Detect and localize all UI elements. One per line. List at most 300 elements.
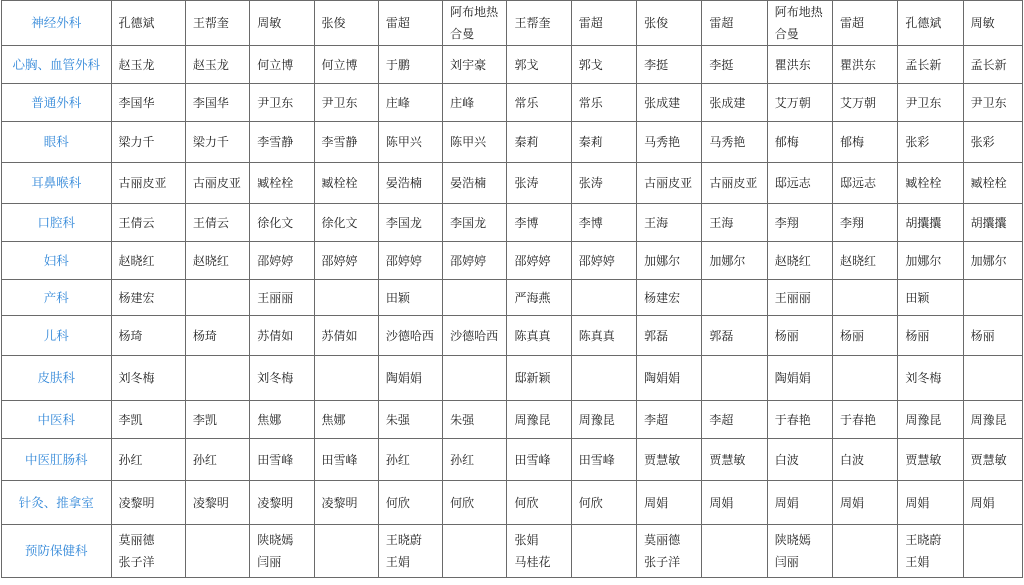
doctor-name: 李雪静 [257, 135, 294, 149]
doctor-cell [250, 163, 314, 204]
department-name: 皮肤科 [2, 356, 112, 401]
doctor-cell [702, 242, 767, 280]
doctor-cell [443, 316, 507, 356]
doctor-cell [963, 122, 1022, 163]
doctor-name: 王丽丽 [774, 290, 811, 305]
doctor-name: 张俊 [321, 16, 346, 30]
doctor-cell [507, 525, 571, 578]
doctor-name: 晏浩楠 [385, 176, 422, 190]
doctor-cell [571, 163, 636, 204]
doctor-name: 李国龙 [450, 215, 487, 230]
doctor-name: 闫丽 [257, 555, 282, 569]
doctor-name: 邵婷婷 [257, 253, 294, 268]
doctor-name: 白波 [774, 452, 799, 467]
doctor-cell [111, 401, 185, 439]
doctor-name: 徐化文 [321, 215, 358, 230]
doctor-cell [833, 1, 898, 46]
department-name: 儿科 [2, 316, 112, 356]
doctor-cell [185, 439, 249, 481]
doctor-name: 朱强 [450, 412, 475, 427]
doctor-cell [507, 84, 571, 122]
doctor-cell [111, 1, 185, 46]
doctor-name: 李博 [514, 215, 539, 230]
doctor-cell [571, 122, 636, 163]
doctor-cell [111, 242, 185, 280]
doctor-cell [443, 525, 507, 578]
doctor-name: 王帮奎 [514, 16, 551, 30]
doctor-name: 贾慧敏 [970, 452, 1007, 467]
doctor-cell [637, 316, 702, 356]
doctor-cell [833, 439, 898, 481]
doctor-cell [443, 163, 507, 204]
doctor-cell [378, 525, 442, 578]
department-name: 预防保健科 [2, 525, 112, 578]
doctor-cell [443, 204, 507, 242]
doctor-cell [111, 356, 185, 401]
doctor-name: 陕晓嫣 [257, 533, 294, 547]
doctor-name: 郭磊 [709, 328, 734, 343]
doctor-name: 邵婷婷 [450, 253, 487, 268]
doctor-name: 李凯 [192, 412, 217, 427]
doctor-cell [637, 204, 702, 242]
doctor-cell [637, 401, 702, 439]
doctor-cell [702, 439, 767, 481]
doctor-cell [702, 204, 767, 242]
doctor-cell [702, 356, 767, 401]
doctor-cell [314, 280, 378, 316]
doctor-name: 何欣 [514, 495, 539, 510]
doctor-name: 李翔 [840, 215, 865, 230]
doctor-name: 加娜尔 [905, 253, 942, 268]
doctor-name: 李国龙 [385, 215, 422, 230]
doctor-name: 邵婷婷 [514, 253, 551, 268]
doctor-cell [833, 316, 898, 356]
doctor-cell [702, 401, 767, 439]
doctor-name: 王海 [644, 215, 669, 230]
doctor-name: 雷超 [578, 16, 603, 30]
doctor-name: 张成建 [709, 95, 746, 110]
doctor-name: 田颖 [385, 290, 410, 305]
doctor-cell [507, 280, 571, 316]
doctor-name: 马秀艳 [709, 135, 746, 149]
doctor-cell [898, 46, 963, 84]
doctor-name: 加娜尔 [709, 253, 746, 268]
doctor-cell [111, 46, 185, 84]
department-name: 耳鼻喉科 [2, 163, 112, 204]
doctor-name: 王丽丽 [257, 290, 294, 305]
doctor-name: 周敏 [970, 16, 995, 30]
doctor-cell [833, 204, 898, 242]
doctor-name: 王娟 [385, 555, 410, 569]
doctor-cell [443, 280, 507, 316]
doctor-cell [898, 242, 963, 280]
doctor-name: 李博 [578, 215, 603, 230]
doctor-cell [571, 525, 636, 578]
doctor-cell [314, 316, 378, 356]
doctor-name: 合曼 [450, 27, 475, 41]
doctor-name: 白波 [840, 452, 865, 467]
doctor-name: 李国华 [192, 95, 229, 110]
doctor-cell [963, 1, 1022, 46]
doctor-cell [637, 163, 702, 204]
doctor-cell [898, 204, 963, 242]
doctor-cell [637, 46, 702, 84]
doctor-name: 陶娟娟 [385, 371, 422, 385]
doctor-cell [443, 242, 507, 280]
doctor-cell [571, 401, 636, 439]
doctor-cell [250, 439, 314, 481]
doctor-name: 雷超 [385, 16, 410, 30]
doctor-name: 艾万朝 [774, 95, 811, 110]
doctor-name: 田雪峰 [321, 452, 358, 467]
department-name: 心胸、血管外科 [2, 46, 112, 84]
doctor-cell [378, 280, 442, 316]
table-row [2, 439, 1023, 481]
table-row [2, 84, 1023, 122]
doctor-name: 陈真真 [578, 328, 615, 343]
doctor-cell [507, 356, 571, 401]
doctor-cell [250, 280, 314, 316]
doctor-name: 孟长新 [970, 57, 1007, 72]
doctor-cell [111, 204, 185, 242]
doctor-name: 秦莉 [578, 135, 603, 149]
doctor-name: 于春艳 [774, 412, 811, 427]
department-name: 普通外科 [2, 84, 112, 122]
doctor-cell [185, 242, 249, 280]
doctor-cell [833, 242, 898, 280]
doctor-name: 古丽皮亚 [192, 176, 241, 190]
doctor-cell [185, 84, 249, 122]
doctor-name: 杨建宏 [644, 290, 681, 305]
doctor-name: 莫丽德 [118, 533, 155, 547]
doctor-cell [571, 46, 636, 84]
doctor-cell [898, 356, 963, 401]
doctor-name: 孟长新 [905, 57, 942, 72]
doctor-cell [898, 401, 963, 439]
table-row [2, 1, 1023, 46]
doctor-name: 郭戈 [514, 57, 539, 72]
doctor-name: 孔德斌 [905, 16, 942, 30]
doctor-cell [111, 481, 185, 525]
doctor-name: 马秀艳 [644, 135, 681, 149]
doctor-cell [963, 525, 1022, 578]
doctor-name: 李雪静 [321, 135, 358, 149]
doctor-cell [250, 481, 314, 525]
doctor-cell [507, 481, 571, 525]
doctor-cell [185, 1, 249, 46]
doctor-cell [443, 1, 507, 46]
department-name: 针灸、推拿室 [2, 481, 112, 525]
doctor-cell [111, 122, 185, 163]
department-name: 产科 [2, 280, 112, 316]
doctor-cell [378, 204, 442, 242]
doctor-cell [507, 316, 571, 356]
doctor-name: 周豫昆 [970, 412, 1007, 427]
duty-schedule-table [1, 0, 1023, 578]
table-row [2, 46, 1023, 84]
doctor-name: 邸远志 [774, 176, 811, 190]
department-name: 中医肛肠科 [2, 439, 112, 481]
doctor-name: 加娜尔 [644, 253, 681, 268]
doctor-name: 张涛 [578, 176, 603, 190]
doctor-cell [898, 316, 963, 356]
doctor-name: 尹卫东 [321, 95, 358, 110]
doctor-name: 周娟 [970, 495, 995, 510]
doctor-name: 严海燕 [514, 290, 551, 305]
doctor-cell [963, 163, 1022, 204]
doctor-name: 凌黎明 [257, 495, 294, 510]
doctor-name: 田雪峰 [257, 452, 294, 467]
table-row [2, 356, 1023, 401]
doctor-name: 贾慧敏 [905, 452, 942, 467]
doctor-cell [963, 280, 1022, 316]
doctor-name: 古丽皮亚 [709, 176, 758, 190]
doctor-cell [833, 84, 898, 122]
doctor-cell [963, 439, 1022, 481]
doctor-cell [250, 401, 314, 439]
doctor-cell [111, 280, 185, 316]
doctor-name: 艾万朝 [840, 95, 877, 110]
doctor-cell [767, 1, 832, 46]
doctor-name: 何立博 [321, 57, 358, 72]
doctor-name: 尹卫东 [257, 95, 294, 110]
doctor-cell [963, 356, 1022, 401]
doctor-cell [185, 401, 249, 439]
doctor-cell [314, 439, 378, 481]
doctor-cell [963, 46, 1022, 84]
doctor-name: 王晓蔚 [905, 533, 942, 547]
doctor-cell [443, 84, 507, 122]
table-row [2, 163, 1023, 204]
doctor-cell [963, 84, 1022, 122]
doctor-cell [111, 84, 185, 122]
doctor-name: 王倩云 [192, 215, 229, 230]
doctor-name: 赵晓红 [192, 253, 229, 268]
doctor-cell [250, 525, 314, 578]
doctor-cell [637, 242, 702, 280]
doctor-name: 周娟 [644, 495, 669, 510]
doctor-name: 邵婷婷 [385, 253, 422, 268]
doctor-name: 张俊 [644, 16, 669, 30]
table-row [2, 316, 1023, 356]
doctor-cell [833, 481, 898, 525]
doctor-cell [637, 280, 702, 316]
doctor-cell [702, 1, 767, 46]
doctor-cell [314, 122, 378, 163]
doctor-name: 何欣 [578, 495, 603, 510]
doctor-name: 杨丽 [840, 328, 865, 343]
doctor-name: 何欣 [385, 495, 410, 510]
doctor-name: 臧栓栓 [257, 176, 294, 190]
doctor-cell [767, 316, 832, 356]
doctor-name: 庄峰 [385, 95, 410, 110]
doctor-cell [443, 401, 507, 439]
doctor-cell [637, 84, 702, 122]
doctor-name: 王娟 [905, 555, 930, 569]
doctor-name: 胡攮攮 [970, 215, 1007, 230]
doctor-name: 杨丽 [905, 328, 930, 343]
doctor-name: 梁力千 [192, 135, 229, 149]
doctor-name: 于春艳 [840, 412, 877, 427]
doctor-cell [314, 481, 378, 525]
doctor-name: 李凯 [118, 412, 143, 427]
table-row [2, 204, 1023, 242]
doctor-cell [702, 481, 767, 525]
doctor-name: 凌黎明 [321, 495, 358, 510]
doctor-name: 臧栓栓 [905, 176, 942, 190]
doctor-name: 梁力千 [118, 135, 155, 149]
doctor-name: 苏倩如 [257, 328, 294, 343]
doctor-name: 王海 [709, 215, 734, 230]
doctor-cell [833, 525, 898, 578]
doctor-name: 陈甲兴 [385, 135, 422, 149]
doctor-cell [898, 439, 963, 481]
doctor-cell [637, 481, 702, 525]
doctor-cell [702, 163, 767, 204]
doctor-name: 臧栓栓 [970, 176, 1007, 190]
doctor-cell [111, 316, 185, 356]
doctor-name: 邵婷婷 [578, 253, 615, 268]
doctor-cell [378, 439, 442, 481]
doctor-name: 赵玉龙 [192, 57, 229, 72]
doctor-name: 李挺 [644, 57, 669, 72]
doctor-cell [378, 356, 442, 401]
doctor-name: 田雪峰 [578, 452, 615, 467]
doctor-name: 朱强 [385, 412, 410, 427]
doctor-cell [378, 46, 442, 84]
doctor-name: 赵玉龙 [118, 57, 155, 72]
doctor-name: 杨琦 [118, 328, 143, 343]
doctor-cell [702, 122, 767, 163]
doctor-cell [507, 122, 571, 163]
doctor-cell [833, 122, 898, 163]
doctor-name: 张子洋 [118, 555, 155, 569]
doctor-name: 李超 [644, 412, 669, 427]
doctor-name: 于鹏 [385, 57, 410, 72]
doctor-name: 赵晓红 [118, 253, 155, 268]
doctor-name: 常乐 [578, 95, 603, 110]
table-row [2, 122, 1023, 163]
doctor-name: 焦娜 [321, 412, 346, 427]
doctor-cell [314, 163, 378, 204]
doctor-name: 杨琦 [192, 328, 217, 343]
doctor-cell [833, 401, 898, 439]
doctor-cell [250, 204, 314, 242]
doctor-name: 郁梅 [840, 135, 865, 149]
doctor-cell [443, 46, 507, 84]
doctor-cell [314, 401, 378, 439]
doctor-cell [443, 356, 507, 401]
doctor-cell [185, 204, 249, 242]
doctor-name: 尹卫东 [905, 95, 942, 110]
doctor-name: 张涛 [514, 176, 539, 190]
department-name: 口腔科 [2, 204, 112, 242]
doctor-name: 周豫昆 [514, 412, 551, 427]
doctor-cell [443, 481, 507, 525]
doctor-name: 张子洋 [644, 555, 681, 569]
department-name: 中医科 [2, 401, 112, 439]
doctor-cell [767, 122, 832, 163]
doctor-cell [111, 439, 185, 481]
doctor-name: 庄峰 [450, 95, 475, 110]
doctor-cell [507, 242, 571, 280]
doctor-cell [314, 46, 378, 84]
doctor-cell [314, 242, 378, 280]
doctor-cell [963, 401, 1022, 439]
doctor-name: 凌黎明 [192, 495, 229, 510]
doctor-name: 刘冬梅 [905, 371, 942, 385]
doctor-name: 古丽皮亚 [644, 176, 693, 190]
doctor-cell [314, 525, 378, 578]
doctor-cell [314, 1, 378, 46]
doctor-name: 邵婷婷 [321, 253, 358, 268]
doctor-name: 刘宇豪 [450, 57, 487, 72]
doctor-cell [571, 204, 636, 242]
doctor-name: 陈甲兴 [450, 135, 487, 149]
doctor-cell [637, 439, 702, 481]
doctor-name: 孙红 [118, 452, 143, 467]
doctor-cell [637, 356, 702, 401]
doctor-name: 臧栓栓 [321, 176, 358, 190]
doctor-name: 闫丽 [774, 555, 799, 569]
doctor-name: 田颖 [905, 290, 930, 305]
doctor-cell [378, 316, 442, 356]
doctor-cell [250, 356, 314, 401]
doctor-name: 孙红 [385, 452, 410, 467]
doctor-cell [767, 439, 832, 481]
doctor-name: 赵晓红 [840, 253, 877, 268]
doctor-name: 陶娟娟 [644, 371, 681, 385]
doctor-cell [378, 84, 442, 122]
doctor-cell [963, 204, 1022, 242]
doctor-name: 徐化文 [257, 215, 294, 230]
doctor-name: 王倩云 [118, 215, 155, 230]
department-name: 妇科 [2, 242, 112, 280]
doctor-cell [185, 316, 249, 356]
doctor-cell [185, 122, 249, 163]
doctor-cell [833, 356, 898, 401]
doctor-cell [250, 316, 314, 356]
doctor-cell [767, 84, 832, 122]
doctor-cell [111, 525, 185, 578]
doctor-cell [898, 525, 963, 578]
doctor-name: 周豫昆 [578, 412, 615, 427]
doctor-cell [185, 46, 249, 84]
doctor-name: 张彩 [970, 135, 995, 149]
doctor-name: 赵晓红 [774, 253, 811, 268]
department-name: 神经外科 [2, 1, 112, 46]
doctor-cell [898, 280, 963, 316]
doctor-name: 常乐 [514, 95, 539, 110]
doctor-name: 瞿洪东 [840, 57, 877, 72]
doctor-cell [898, 1, 963, 46]
doctor-cell [378, 122, 442, 163]
doctor-name: 邸远志 [840, 176, 877, 190]
doctor-cell [702, 46, 767, 84]
doctor-cell [963, 316, 1022, 356]
doctor-cell [250, 84, 314, 122]
doctor-name: 张娟 [514, 533, 539, 547]
doctor-name: 苏倩如 [321, 328, 358, 343]
doctor-name: 张彩 [905, 135, 930, 149]
doctor-cell [378, 401, 442, 439]
doctor-cell [767, 401, 832, 439]
doctor-name: 杨丽 [970, 328, 995, 343]
doctor-name: 陶娟娟 [774, 371, 811, 385]
doctor-name: 周娟 [709, 495, 734, 510]
doctor-cell [571, 242, 636, 280]
doctor-name: 焦娜 [257, 412, 282, 427]
